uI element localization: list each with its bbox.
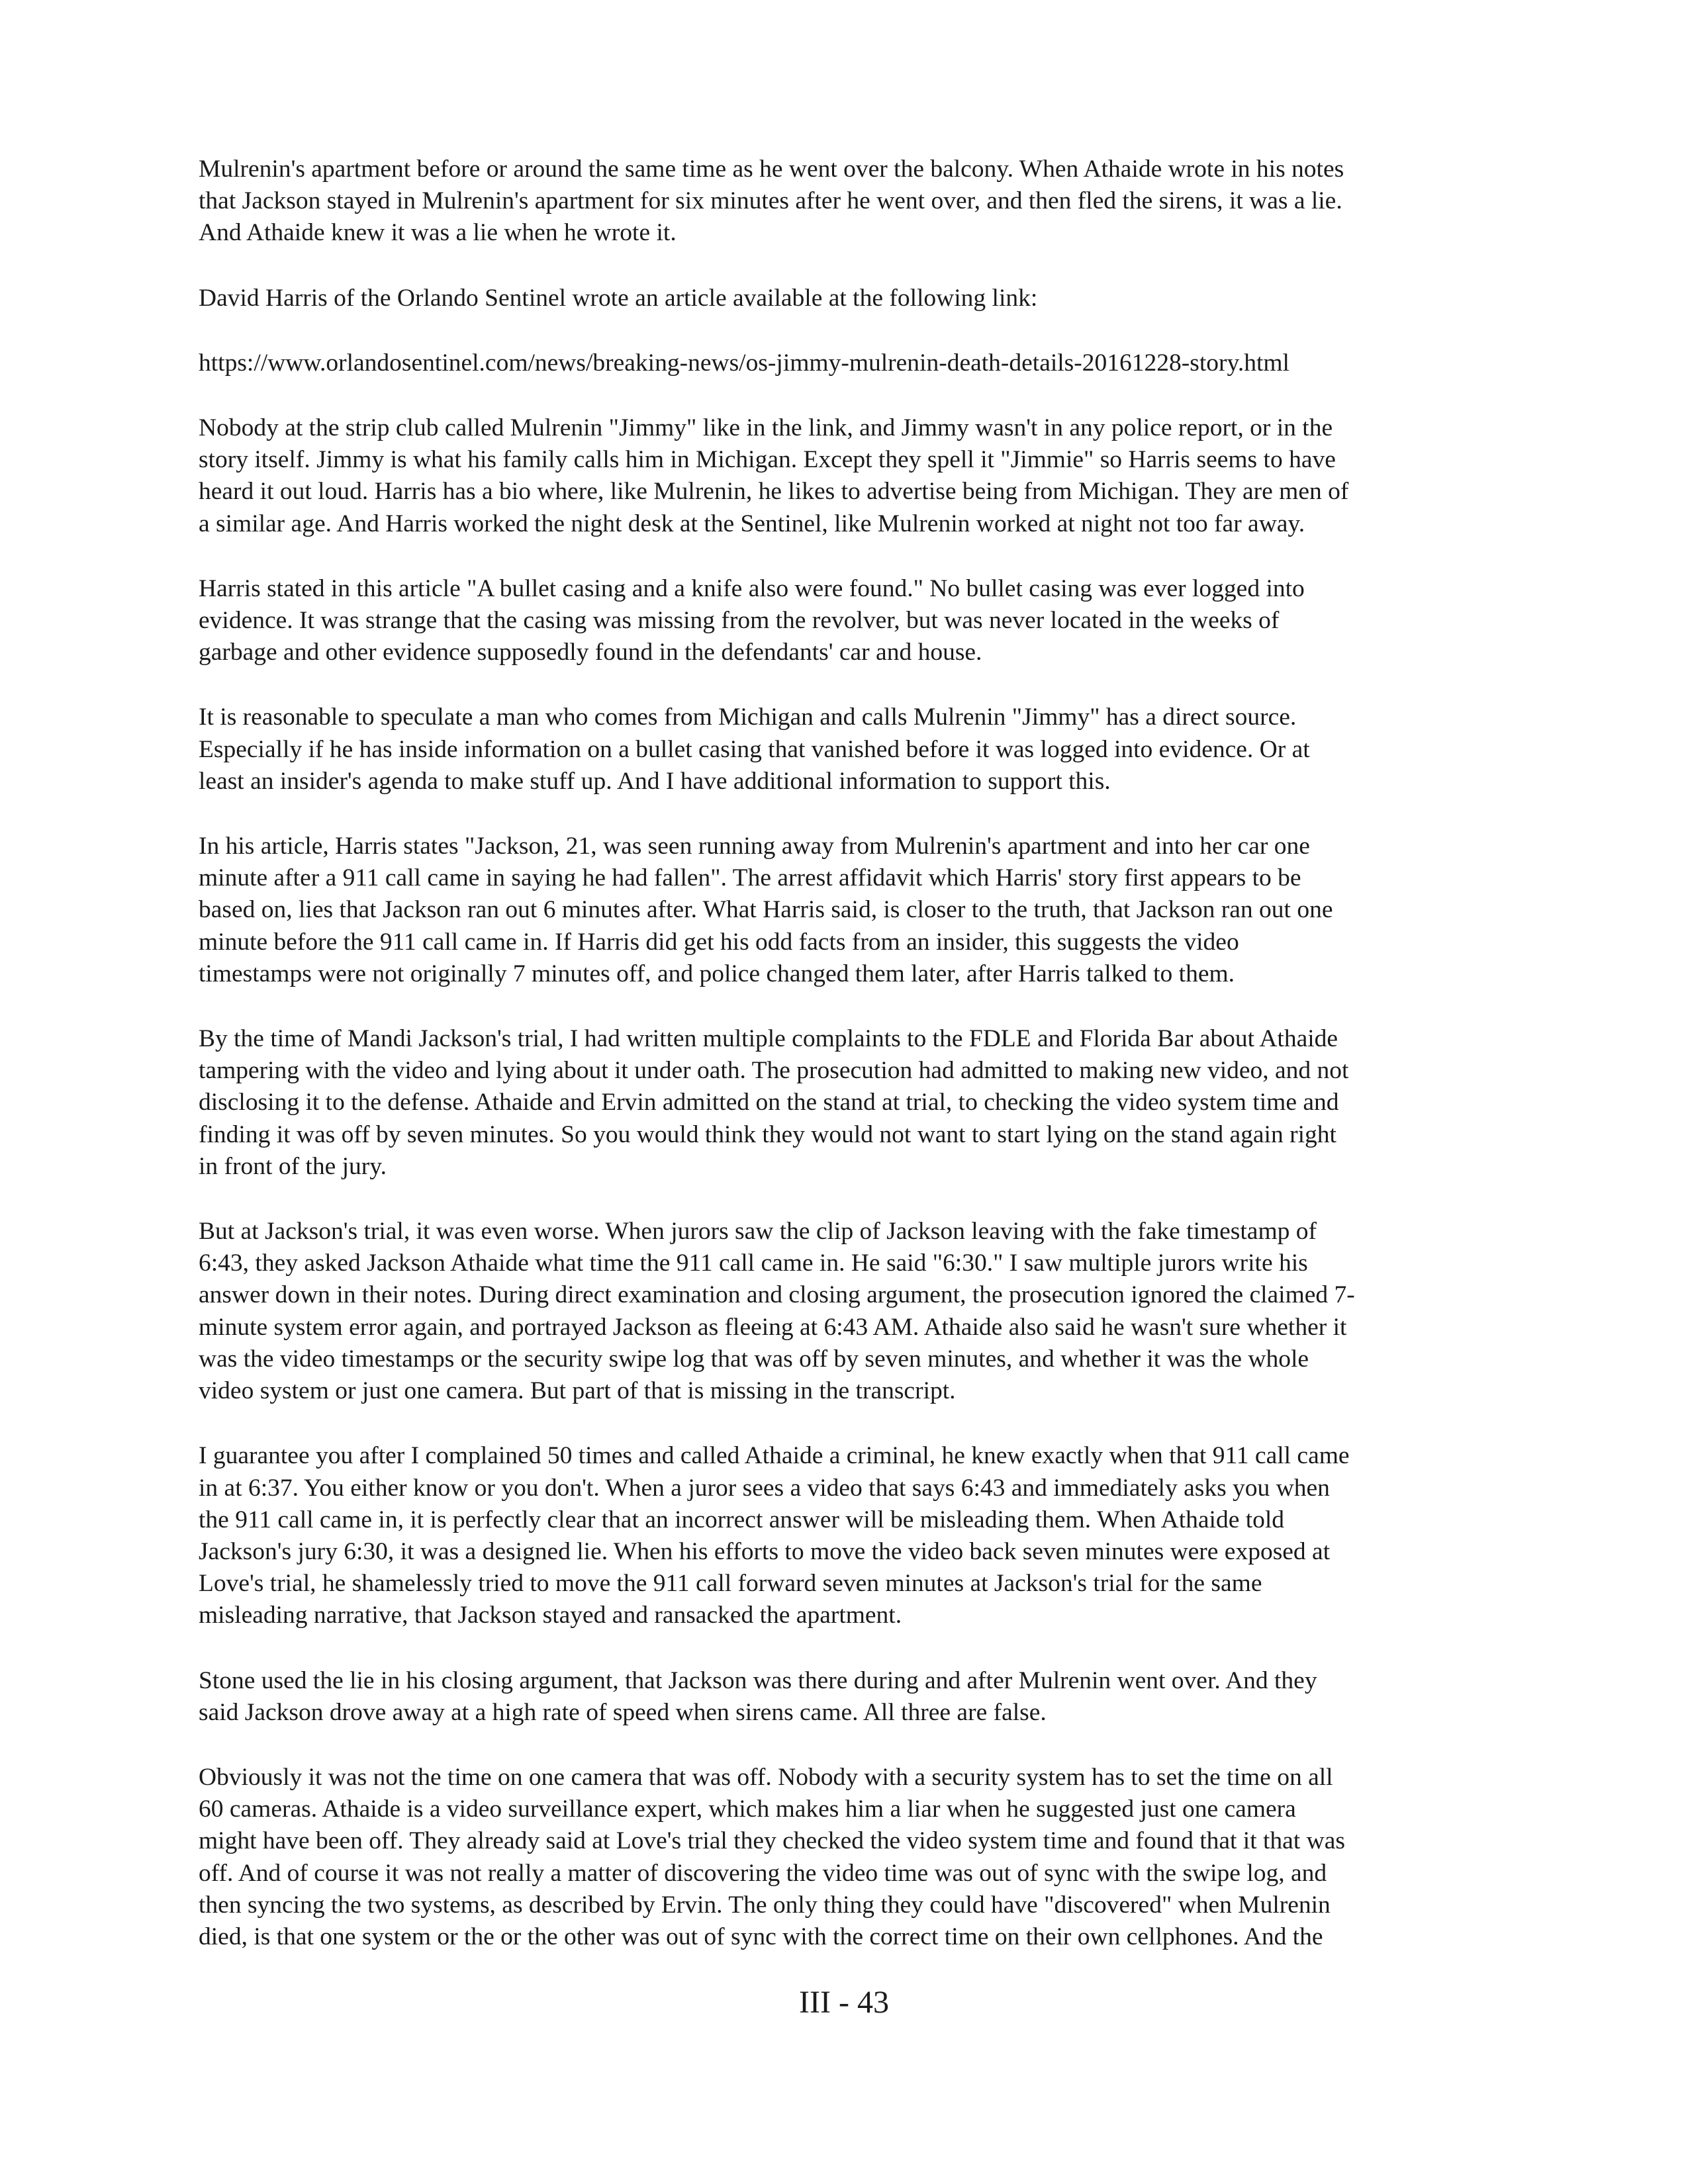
paragraph-8: By the time of Mandi Jackson's trial, I had written multiple complaints to the FDLE and Florida Bar about Athaide tampering with the video and lying about it under oath. The prosecution had admitted to making new video, and not disclosing it to the defense. Athaide and Ervin admitted on the stand at trial, to checking the video system time and finding it was off by seven minutes. So you would think they would not want to start lying on the stand again right in front of the jury.: [199, 1025, 1349, 1180]
paragraph-1: Mulrenin's apartment before or around the same time as he went over the balcony. When Athaide wrote in his notes that Jackson stayed in Mulrenin's apartment for six minutes after he went over, and then fled the sirens, it was a lie. And Athaide knew it was a lie when he wrote it.: [199, 156, 1344, 247]
page-body: [199, 154, 1485, 1986]
article-link: https://www.orlandosentinel.com/news/breaking-news/os-jimmy-mulrenin-death-details-20161228-story.html: [199, 349, 1289, 377]
paragraph-6: It is reasonable to speculate a man who comes from Michigan and calls Mulrenin "Jimmy" has a direct source. Especially if he has inside information on a bullet casing that vanished before it was logged into evidence. Or at least an insider's agenda to make stuff up. And I have additional information to support this.: [199, 704, 1310, 795]
paragraph-12: Obviously it was not the time on one camera that was off. Nobody with a security system has to set the time on all 60 cameras. Athaide is a video surveillance expert, which makes him a liar when he suggested just one camera might have been off. They already said at Love's trial they checked the video system time and found that it that was off. And of course it was not really a matter of discovering the video time was out of sync with the swipe log, and then syncing the two systems, as described by Ervin. The only thing they could have "discovered" when Mulrenin died, is that one system or the or the other was out of sync with the correct time on their own cellphones. And the: [199, 1763, 1345, 1950]
paragraph-5: Harris stated in this article "A bullet casing and a knife also were found." No bullet casing was ever logged into evidence. It was strange that the casing was missing from the revolver, but was never located in the weeks of garbage and other evidence supposedly found in the defendants' car and house.: [199, 574, 1305, 666]
paragraph-2: David Harris of the Orlando Sentinel wrote an article available at the following link:: [199, 284, 1038, 312]
paragraph-9: But at Jackson's trial, it was even worse. When jurors saw the clip of Jackson leaving with the fake timestamp of 6:43, they asked Jackson Athaide what time the 911 call came in. He said "6:30." I saw multiple jurors write his answer down in their notes. During direct examination and closing argument, the prosecution ignored the claimed 7- minute system error again, and portrayed Jackson as fleeing at 6:43 AM. Athaide also said he wasn't sure whether it was the video timestamps or the security swipe log that was off by seven minutes, and whether it was the whole video system or just one camera. But part of that is missing in the transcript.: [199, 1218, 1355, 1405]
paragraph-11: Stone used the lie in his closing argument, that Jackson was there during and after Mulrenin went over. And they said Jackson drove away at a high rate of speed when sirens came. All three are false.: [199, 1666, 1317, 1726]
page-number: III - 43: [799, 1985, 889, 2020]
paragraph-4: Nobody at the strip club called Mulrenin "Jimmy" like in the link, and Jimmy wasn't in any police report, or in the story itself. Jimmy is what his family calls him in Michigan. Except they spell it "Jimmie" so Harris seems to have heard it out loud. Harris has a bio where, like Mulrenin, he likes to advertise being from Michigan. They are men of a similar age. And Harris worked the night desk at the Sentinel, like Mulrenin worked at night not too far away.: [199, 414, 1349, 537]
paragraph-10: I guarantee you after I complained 50 times and called Athaide a criminal, he knew exactly when that 911 call came in at 6:37. You either know or you don't. When a juror sees a video that says 6:43 and immediately asks you when the 911 call came in, it is perfectly clear that an incorrect answer will be misleading them. When Athaide told Jackson's jury 6:30, it was a designed lie. When his efforts to move the video back seven minutes were exposed at Love's trial, he shamelessly tried to move the 911 call forward seven minutes at Jackson's trial for the same misleading narrative, that Jackson stayed and ransacked the apartment.: [199, 1442, 1350, 1629]
paragraph-7: In his article, Harris states "Jackson, 21, was seen running away from Mulrenin's apartment and into her car one minute after a 911 call came in saying he had fallen". The arrest affidavit which Harris' story first appears to be based on, lies that Jackson ran out 6 minutes after. What Harris said, is closer to the truth, that Jackson ran out one minute before the 911 call came in. If Harris did get his odd facts from an insider, this suggests the video timestamps were not originally 7 minutes off, and police changed them later, after Harris talked to them.: [199, 833, 1333, 987]
